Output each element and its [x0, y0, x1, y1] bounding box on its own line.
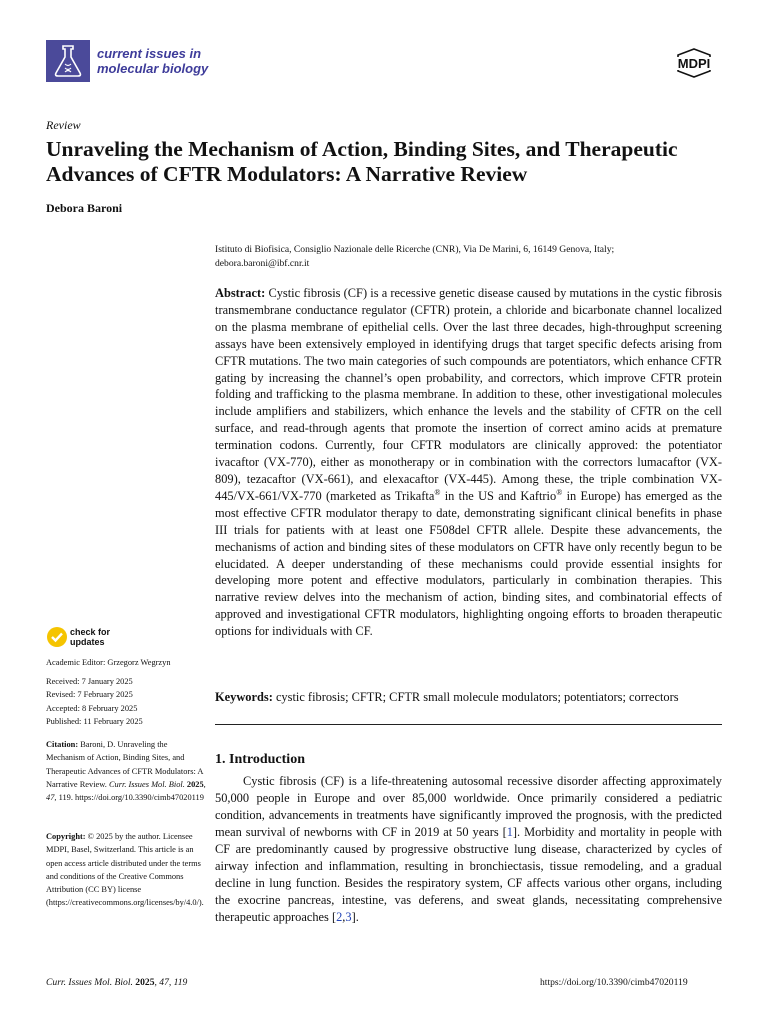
flask-icon [46, 40, 90, 82]
copyright-block [46, 830, 206, 910]
citation-journal: Curr. Issues Mol. Biol. [108, 779, 185, 789]
article-title: Unraveling the Mechanism of Action, Binding Sites, and Therapeutic Advances of CFTR Modulators: A Narrative Review [46, 137, 678, 186]
footer-journal: Curr. Issues Mol. Biol. [46, 977, 133, 988]
affiliation-email[interactable]: debora.baroni@ibf.cnr.it [215, 258, 310, 269]
article-type: Review [46, 118, 81, 132]
affiliation-address: Istituto di Biofisica, Consiglio Nazionale delle Ricerche (CNR), Via De Marini, 6, 16149 Genova, Italy; [215, 244, 615, 255]
published-date: Published: 11 February 2025 [46, 716, 143, 726]
affiliation [215, 243, 725, 271]
updates-text: updates [70, 637, 105, 647]
intro-text-3: ]. [351, 910, 359, 924]
citation-year: 2025 [186, 779, 204, 789]
intro-text-1: Cystic fibrosis (CF) is a life-threatening autosomal recessive disorder affecting approximately 50,000 people in Europe and over 85,000 worldwide. Once primarily considered a pediatric condition, advancements in treatments have significantly improved the prognosis, with the predicted mean survival of newborns with CF in 2019 at 50 years [ [215, 774, 722, 839]
registered-mark-1: ® [434, 487, 441, 497]
journal-name-line2: molecular biology [97, 61, 209, 76]
citation-block [46, 738, 206, 804]
citation-text: Baroni, D. Unraveling the Mechanism of Action, Binding Sites, and Therapeutic Advances of CFTR Modulators: A Narrative Review. [46, 740, 204, 789]
abstract-text-2: in the US and Kaftrio [440, 488, 557, 503]
footer-volume: , 47, 119 [154, 977, 188, 988]
abstract-text-3: in Europe) has emerged as the most effective CFTR modulator therapy to date, demonstrating significant clinical benefits in phase III trials for patients with at least one F508del CFTR allele. Despite these advancements, the mechanisms of action and binding sites of these modulators on CFTR have only recently begun to be elucidated. A deeper understanding of these mechanisms could provide essential insights for developing more potent and effective modulators, particularly in combination therapies. This narrative review delves into the mechanism of action, binding sites, and combinatorial effects of approved and investigational CFTR modulators, highlighting ongoing efforts to broaden therapeutic options for individuals with CF. [215, 488, 722, 639]
introduction-paragraph [215, 773, 722, 926]
journal-name [97, 46, 208, 76]
copyright-text: © 2025 by the author. Licensee MDPI, Basel, Switzerland. This article is an open access article distributed under the terms and conditions of the Creative Commons Attribution (CC BY) license (https://creativecommons.org/licenses/by/4.0/). [46, 832, 204, 908]
dates-block [46, 675, 206, 728]
abstract-text-1: Cystic fibrosis (CF) is a recessive genetic disease caused by mutations in the cystic fibrosis transmembrane conductance regulator (CFTR) protein, a chloride and bicarbonate channel localized on the plasma membrane of epithelial cells. Over the last three decades, high-throughput screening assays have been extensively employed in identifying drugs that target specific defects arising from CFTR mutations. The two main categories of such compounds are potentiators, which enhance CFTR gating by increasing the channel’s open probability, and correctors, which improve CFTR protein folding and trafficking to the plasma membrane. In addition to these, other investigational molecules include amplifiers and stabilizers, which enhance the levels and the stability of CFTR on the cell surface, and read-through agents that promote the insertion of correct amino acids at premature termination codons. Currently, four CFTR modulators are clinically approved: the potentiator ivacaftor (VX-770), either as monotherapy or in combination with the correctors lumacaftor (VX-809), tezacaftor (VX-661), and elexacaftor (VX-445). Among these, the triple combination VX-445/VX-661/VX-770 (marketed as Trikafta [215, 286, 722, 503]
received-date: Received: 7 January 2025 [46, 677, 133, 686]
journal-name-line1: current issues in [97, 46, 202, 61]
intro-text-2: ]. Morbidity and mortality in people with CF are predominantly caused by progressive obstructive lung disease, characterized by cycles of airway infection and inflammation, resulting in bronchiectasis, tissue remodeling, and a gradual decline in lung function. Besides the respiratory system, CF affects various other organs, including the exocrine pancreas, intestine, vas deferens, and sweat glands, necessitating comprehensive therapeutic approaches [ [215, 825, 722, 924]
citation-separator: , [342, 910, 346, 924]
publisher-logo [666, 48, 722, 78]
check-for-text: check for [70, 627, 111, 637]
revised-date: Revised: 7 February 2025 [46, 690, 133, 700]
check-for-updates-label[interactable] [70, 627, 110, 647]
accepted-date: Accepted: 8 February 2025 [46, 703, 138, 713]
citation-volume: 47 [46, 793, 55, 803]
citation-label: Citation: [46, 740, 79, 749]
footer-year: 2025 [135, 977, 155, 988]
check-updates-icon [46, 626, 68, 648]
citation-year-sep: , [203, 779, 206, 789]
section-heading-introduction: 1. Introduction [215, 752, 305, 767]
citation-link-1[interactable]: 1 [506, 825, 513, 839]
abstract-label: Abstract: [215, 286, 266, 300]
author-name: Debora Baroni [46, 201, 123, 215]
check-for-updates-badge[interactable] [46, 626, 176, 652]
academic-editor: Academic Editor: Grzegorz Wegrzyn [46, 658, 171, 667]
keywords [215, 689, 722, 705]
footer-doi-link[interactable]: https://doi.org/10.3390/cimb47020119 [540, 977, 688, 988]
footer-citation [46, 977, 187, 988]
copyright-label: Copyright: [46, 832, 86, 841]
citation-link-2[interactable]: 2 [336, 910, 343, 924]
journal-logo [46, 40, 90, 82]
keywords-label: Keywords: [215, 690, 273, 704]
section-divider [215, 724, 722, 725]
citation-link-3[interactable]: 3 [345, 910, 352, 924]
abstract [215, 285, 722, 640]
registered-mark-2: ® [556, 487, 563, 497]
citation-doi[interactable]: , 119. https://doi.org/10.3390/cimb47020119 [54, 793, 204, 803]
publisher-name: MDPI [677, 56, 711, 71]
keywords-text: cystic fibrosis; CFTR; CFTR small molecule modulators; potentiators; correctors [275, 690, 679, 704]
